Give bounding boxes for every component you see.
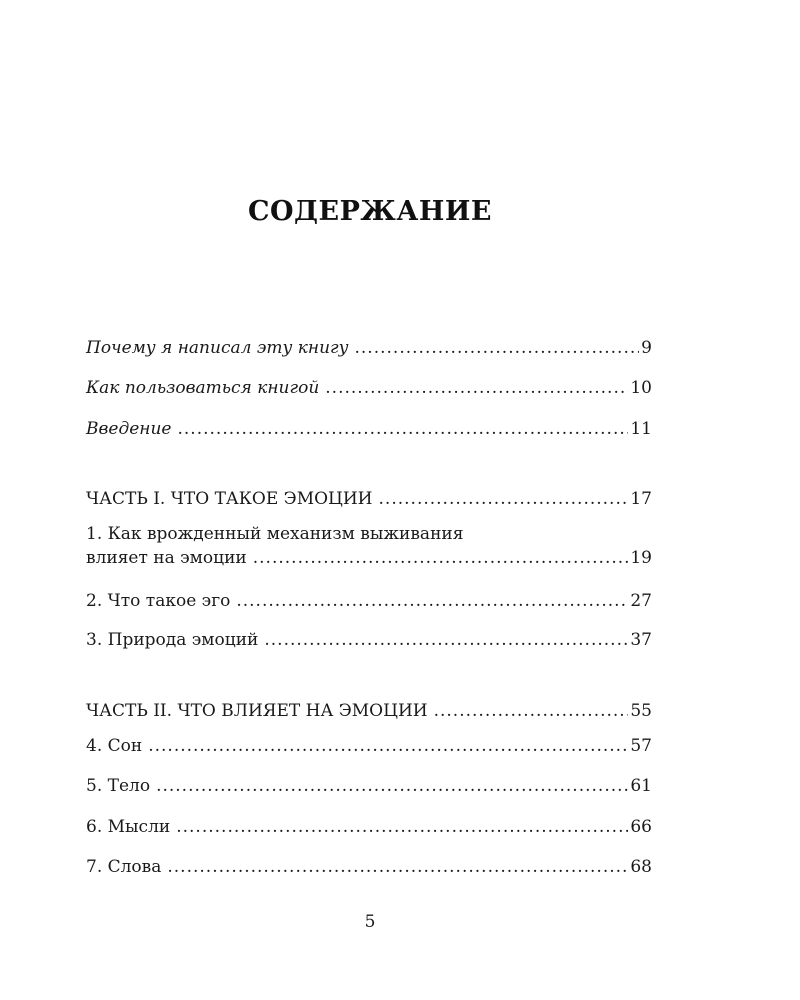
toc-entry-title: Введение	[86, 419, 172, 439]
toc-chapter-7[interactable]	[86, 856, 652, 878]
toc-entry-how-to-use[interactable]	[86, 377, 652, 399]
toc-entry-page: 66	[630, 817, 652, 837]
dot-leader	[167, 856, 628, 878]
toc-entry-title: ЧАСТЬ I. ЧТО ТАКОЕ ЭМОЦИИ	[86, 489, 373, 509]
toc-chapter-4[interactable]	[86, 735, 652, 757]
toc-chapter-6[interactable]	[86, 816, 652, 838]
toc-entry-page: 19	[630, 548, 652, 568]
toc-entry-page: 55	[630, 701, 652, 721]
toc-entry-page: 68	[630, 857, 652, 877]
dot-leader	[355, 337, 640, 359]
toc-entry-title: 7. Слова	[86, 857, 162, 877]
toc-entry-title: 4. Сон	[86, 736, 143, 756]
dot-leader	[178, 418, 629, 440]
toc-entry-title: Как пользоваться книгой	[86, 378, 320, 398]
toc-entry-page: 10	[630, 378, 652, 398]
dot-leader	[253, 547, 629, 569]
dot-leader	[236, 590, 628, 612]
dot-leader	[325, 377, 628, 399]
dot-leader	[264, 629, 628, 651]
toc-entry-introduction[interactable]	[86, 418, 652, 440]
dot-leader	[148, 735, 628, 757]
toc-part-2[interactable]	[86, 700, 652, 722]
toc-chapter-1[interactable]	[86, 523, 652, 569]
toc-part-1[interactable]	[86, 488, 652, 510]
page-title: СОДЕРЖАНИЕ	[248, 196, 492, 227]
toc-entry-title: 5. Тело	[86, 776, 151, 796]
toc-chapter-2[interactable]	[86, 590, 652, 612]
toc-entry-title-line1: 1. Как врожденный механизм выживания	[86, 524, 464, 544]
dot-leader	[176, 816, 628, 838]
toc-entry-title: влияет на эмоции	[86, 548, 247, 568]
toc-entry-page: 61	[630, 776, 652, 796]
toc-entry-page: 57	[630, 736, 652, 756]
toc-entry-title: 6. Мысли	[86, 817, 171, 837]
dot-leader	[379, 488, 629, 510]
toc-entry-page: 9	[641, 338, 652, 358]
toc-entry-title: 2. Что такое эго	[86, 591, 231, 611]
page-number: 5	[364, 912, 376, 932]
toc-chapter-3[interactable]	[86, 629, 652, 651]
toc-entry-title: Почему я написал эту книгу	[86, 338, 349, 358]
toc-entry-title: ЧАСТЬ II. ЧТО ВЛИЯЕТ НА ЭМОЦИИ	[86, 701, 428, 721]
dot-leader	[434, 700, 629, 722]
toc-entry-page: 37	[630, 630, 652, 650]
toc-chapter-5[interactable]	[86, 775, 652, 797]
toc-entry-page: 11	[630, 419, 652, 439]
toc-entry-title: 3. Природа эмоций	[86, 630, 259, 650]
toc-entry-page: 17	[630, 489, 652, 509]
toc-entry-page: 27	[630, 591, 652, 611]
toc-entry-why-i-wrote[interactable]	[86, 337, 652, 359]
dot-leader	[156, 775, 628, 797]
